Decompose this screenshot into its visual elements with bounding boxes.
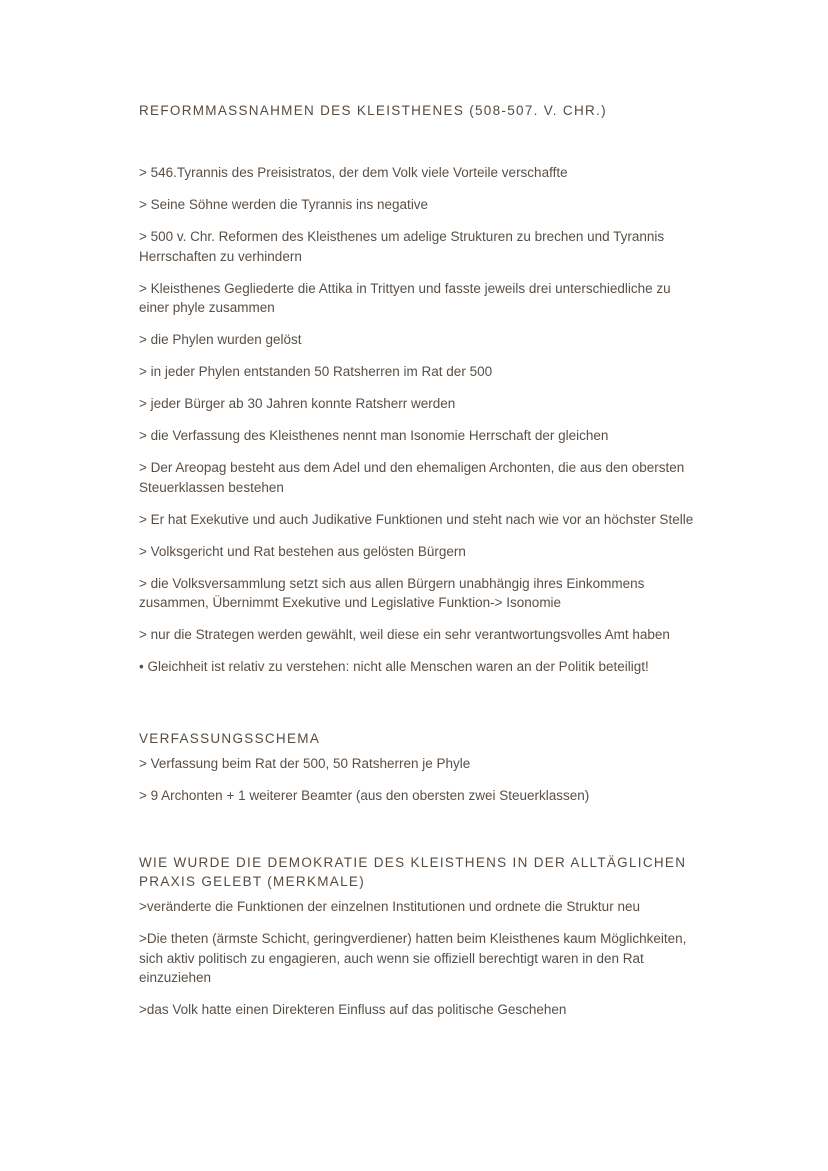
list-item: > 500 v. Chr. Reformen des Kleisthenes um adelige Strukturen zu brechen und Tyrannis Herrschaften zu verhindern — [139, 229, 665, 264]
practice-list — [139, 897, 699, 1020]
section-heading-constitution-schema: VERFASSUNGSSCHEMA — [139, 730, 321, 746]
list-item-note: • Gleichheit ist relativ zu verstehen: nicht alle Menschen waren an der Politik beteiligt! — [139, 659, 649, 674]
constitution-list — [139, 754, 699, 806]
list-item: > Kleisthenes Gegliederte die Attika in Trittyen und fasste jeweils drei unterschiedliche zu einer phyle zusammen — [139, 280, 671, 315]
list-item: > nur die Strategen werden gewählt, weil diese ein sehr verantwortungsvolles Amt haben — [139, 627, 670, 642]
list-item: > die Verfassung des Kleisthenes nennt man Isonomie Herrschaft der gleichen — [139, 428, 609, 443]
list-item: >Die theten (ärmste Schicht, geringverdiener) hatten beim Kleisthenes kaum Möglichkeiten, sich aktiv politisch zu engagieren, auch wenn sie offiziell berechtigt waren in den Rat einzuziehen — [139, 931, 687, 985]
list-item: > 546.Tyrannis des Preisistratos, der dem Volk viele Vorteile verschaffte — [139, 165, 568, 180]
document-page — [139, 0, 699, 1032]
list-item: > jeder Bürger ab 30 Jahren konnte Ratsherr werden — [139, 396, 456, 411]
list-item: > die Phylen wurden gelöst — [139, 332, 302, 347]
list-item: > Verfassung beim Rat der 500, 50 Ratsherren je Phyle — [139, 755, 471, 771]
list-item: > Volksgericht und Rat bestehen aus gelösten Bürgern — [139, 543, 466, 559]
list-item: > Seine Söhne werden die Tyrannis ins negative — [139, 197, 429, 212]
list-item: > 9 Archonten + 1 weiterer Beamter (aus den obersten zwei Steuerklassen) — [139, 787, 590, 803]
reforms-list — [139, 163, 699, 677]
section-heading-democracy-practice: WIE WURDE DIE DEMOKRATIE DES KLEISTHENS IN DER ALLTÄGLICHEN PRAXIS GELEBT (MERKMALE) — [139, 855, 687, 889]
list-item: > in jeder Phylen entstanden 50 Ratsherren im Rat der 500 — [139, 364, 493, 379]
list-item: >das Volk hatte einen Direkteren Einfluss auf das politische Geschehen — [139, 1002, 567, 1017]
list-item: > Er hat Exekutive und auch Judikative Funktionen und steht nach wie vor an höchster Stelle — [139, 511, 694, 527]
list-item: > die Volksversammlung setzt sich aus allen Bürgern unabhängig ihres Einkommens zusammen, Übernimmt Exekutive und Legislative Funktion-> Isonomie — [139, 575, 645, 610]
list-item: >veränderte die Funktionen der einzelnen Institutionen und ordnete die Struktur neu — [139, 899, 640, 914]
section-heading-reforms: REFORMMASSNAHMEN DES KLEISTHENES (508-507. V. CHR.) — [139, 103, 607, 118]
list-item: > Der Areopag besteht aus dem Adel und den ehemaligen Archonten, die aus den obersten Steuerklassen bestehen — [139, 460, 685, 495]
